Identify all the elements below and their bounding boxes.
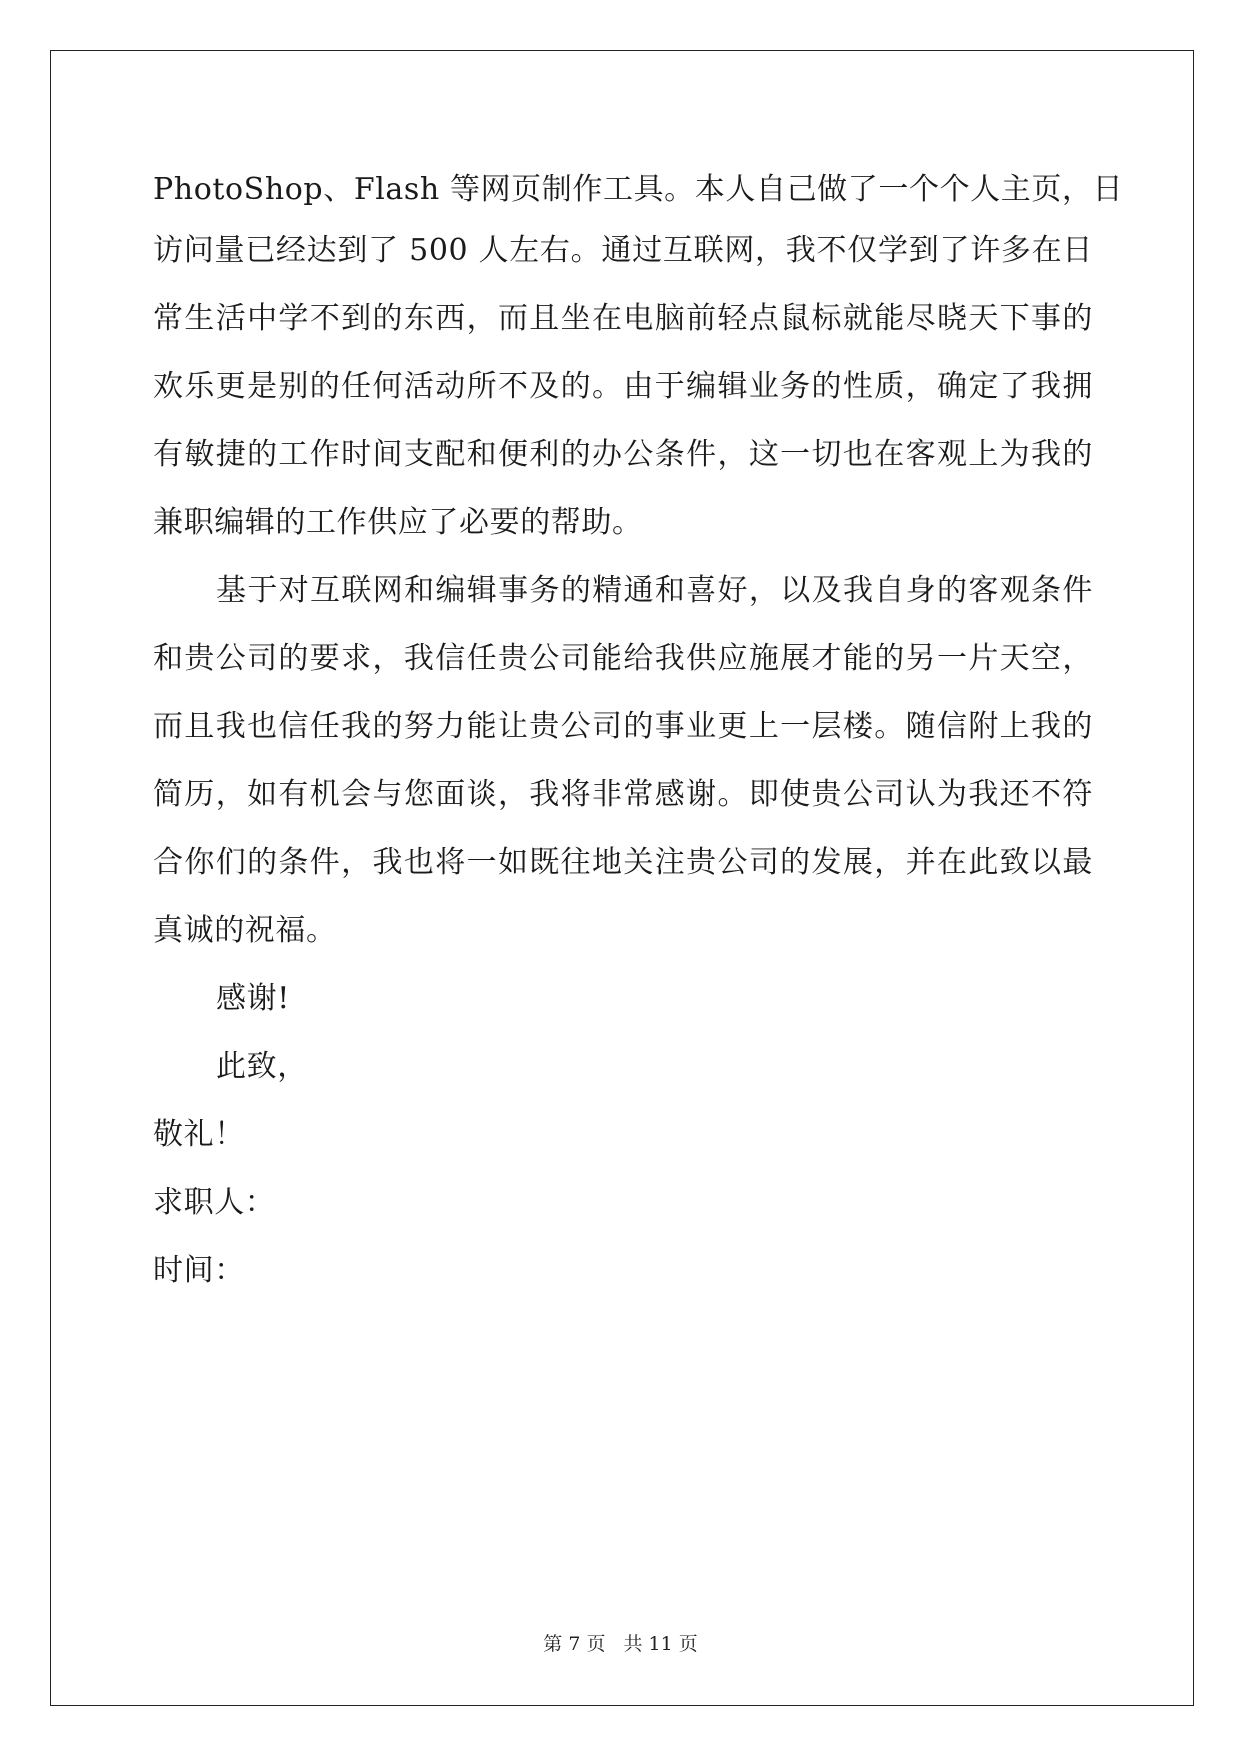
paragraph-line: 简历，如有机会与您面谈，我将非常感谢。即使贵公司认为我还不符 — [153, 777, 1093, 812]
thanks-line: 感谢! — [216, 981, 290, 1016]
salutation-line: 敬礼！ — [153, 1117, 245, 1152]
total-pages: 共 11 页 — [623, 1633, 698, 1655]
paragraph-line: 和贵公司的要求，我信任贵公司能给我供应施展才能的另一片天空， — [153, 641, 1093, 676]
applicant-line: 求职人： — [153, 1185, 276, 1220]
page-number: 第 7 页 — [543, 1633, 606, 1655]
paragraph-line: 而且我也信任我的努力能让贵公司的事业更上一层楼。随信附上我的 — [153, 709, 1093, 744]
date-line: 时间： — [153, 1253, 245, 1288]
paragraph-line: 常生活中学不到的东西，而且坐在电脑前轻点鼠标就能尽晓天下事的 — [153, 301, 1093, 336]
paragraph-line: 基于对互联网和编辑事务的精通和喜好，以及我自身的客观条件 — [216, 573, 1093, 608]
paragraph-line: 合你们的条件，我也将一如既往地关注贵公司的发展，并在此致以最 — [153, 845, 1093, 880]
paragraph-line: 真诚的祝福。 — [153, 913, 337, 948]
page-footer — [0, 1632, 1241, 1656]
paragraph-line: 兼职编辑的工作供应了必要的帮助。 — [153, 505, 643, 540]
closing-line: 此致， — [216, 1049, 308, 1084]
paragraph-line: 有敏捷的工作时间支配和便利的办公条件，这一切也在客观上为我的 — [153, 437, 1093, 472]
paragraph-line: 欢乐更是别的任何活动所不及的。由于编辑业务的性质，确定了我拥 — [153, 369, 1093, 404]
paragraph-line: PhotoShop、Flash 等网页制作工具。本人自己做了一个个人主页，日 — [153, 172, 1124, 207]
paragraph-line: 访问量已经达到了 500 人左右。通过互联网，我不仅学到了许多在日 — [153, 233, 1093, 268]
